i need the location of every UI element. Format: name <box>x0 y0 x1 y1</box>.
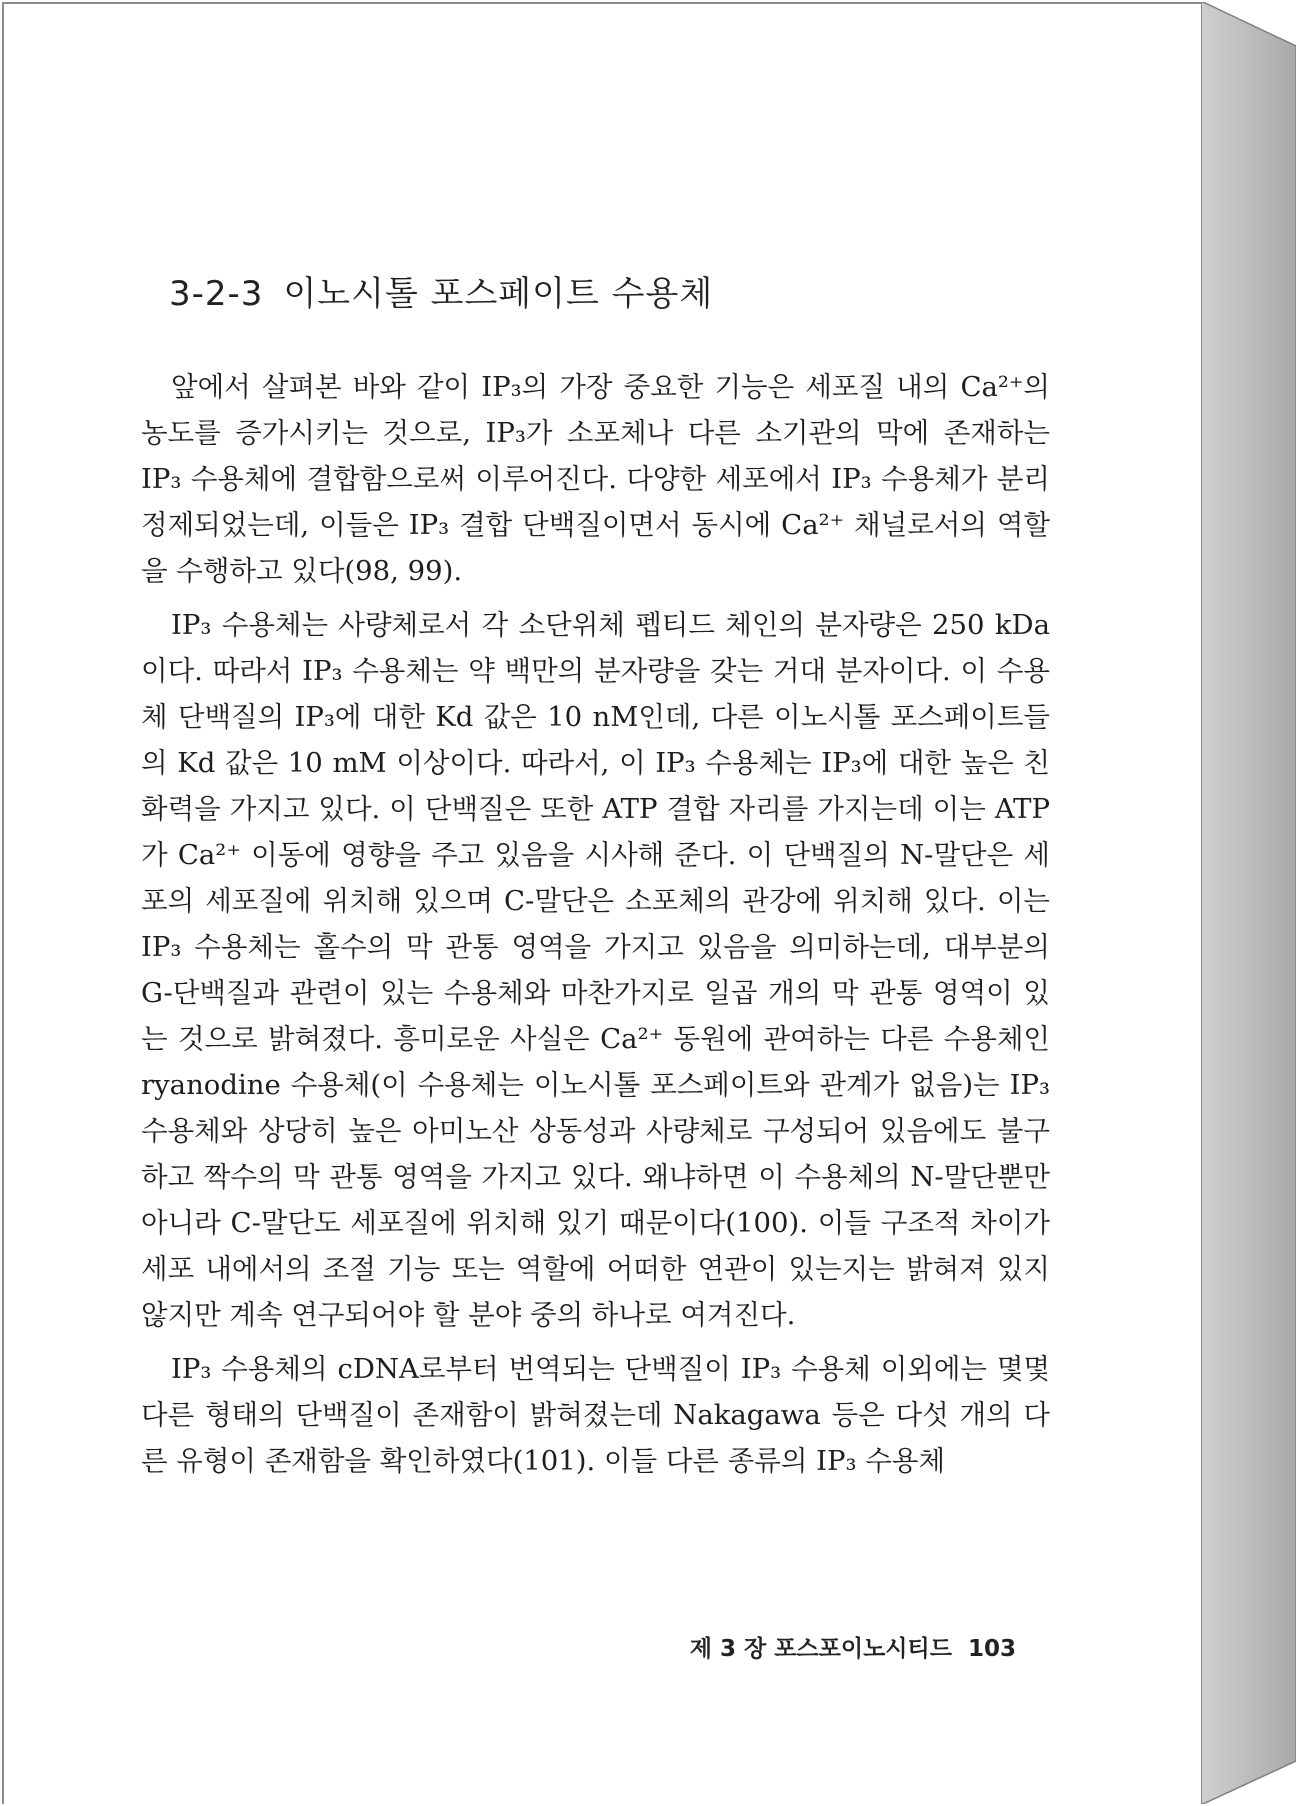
paragraph-2: IP₃ 수용체는 사량체로서 각 소단위체 펩티드 체인의 분자량은 250 kDa이다. 따라서 IP₃ 수용체는 약 백만의 분자량을 갖는 거대 분자이다. 이 수용체 단백질의 IP₃에 대한 Kd 값은 10 nM인데, 다른 이노시톨 포스페이트들의 Kd 값은 10 mM 이상이다. 따라서, 이 IP₃ 수용체는 IP₃에 대한 높은 친화력을 가지고 있다. 이 단백질은 또한 ATP 결합 자리를 가지는데 이는 ATP가 Ca²⁺ 이동에 영향을 주고 있음을 시사해 준다. 이 단백질의 N-말단은 세포의 세포질에 위치해 있으며 C-말단은 소포체의 관강에 위치해 있다. 이는 IP₃ 수용체는 홀수의 막 관통 영역을 가지고 있음을 의미하는데, 대부분의 G-단백질과 관련이 있는 수용체와 마찬가지로 일곱 개의 막 관통 영역이 있는 것으로 밝혀졌다. 흥미로운 사실은 Ca²⁺ 동원에 관여하는 다른 수용체인 ryanodine 수용체(이 수용체는 이노시톨 포스페이트와 관계가 없음)는 IP₃ 수용체와 상당히 높은 아미노산 상동성과 사량체로 구성되어 있음에도 불구하고 짝수의 막 관통 영역을 가지고 있다. 왜냐하면 이 수용체의 N-말단뿐만 아니라 C-말단도 세포질에 위치해 있기 때문이다(100). 이들 구조적 차이가 세포 내에서의 조절 기능 또는 역할에 어떠한 연관이 있는지는 밝혀져 있지 않지만 계속 연구되어야 할 분야 중의 하나로 여겨진다. <box>141 609 1050 1331</box>
paragraph-3: IP₃ 수용체의 cDNA로부터 번역되는 단백질이 IP₃ 수용체 이외에는 몇몇 다른 형태의 단백질이 존재함이 밝혀졌는데 Nakagawa 등은 다섯 개의 다른 유형이 존재함을 확인하였다(101). 이들 다른 종류의 IP₃ 수용체 <box>141 1353 1050 1477</box>
book-page <box>2 2 1201 1804</box>
page-edge-3d <box>1201 2 1296 1804</box>
page-number: 103 <box>967 1636 1016 1662</box>
page-footer <box>686 1630 1016 1663</box>
paragraph-1: 앞에서 살펴본 바와 같이 IP₃의 가장 중요한 기능은 세포질 내의 Ca²⁺의 농도를 증가시키는 것으로, IP₃가 소포체나 다른 소기관의 막에 존재하는 IP₃ 수용체에 결합함으로써 이루어진다. 다양한 세포에서 IP₃ 수용체가 분리 정제되었는데, 이들은 IP₃ 결합 단백질이면서 동시에 Ca²⁺ 채널로서의 역할을 수행하고 있다(98, 99). <box>141 371 1050 587</box>
section-number: 3-2-3 <box>169 274 264 314</box>
page-edge-shape <box>1201 2 1296 1804</box>
section-heading <box>169 266 1069 315</box>
footer-chapter: 제 3 장 포스포이노시티드 <box>689 1636 952 1662</box>
section-title: 이노시톨 포스페이트 수용체 <box>283 274 714 314</box>
body-text <box>141 364 1050 1484</box>
